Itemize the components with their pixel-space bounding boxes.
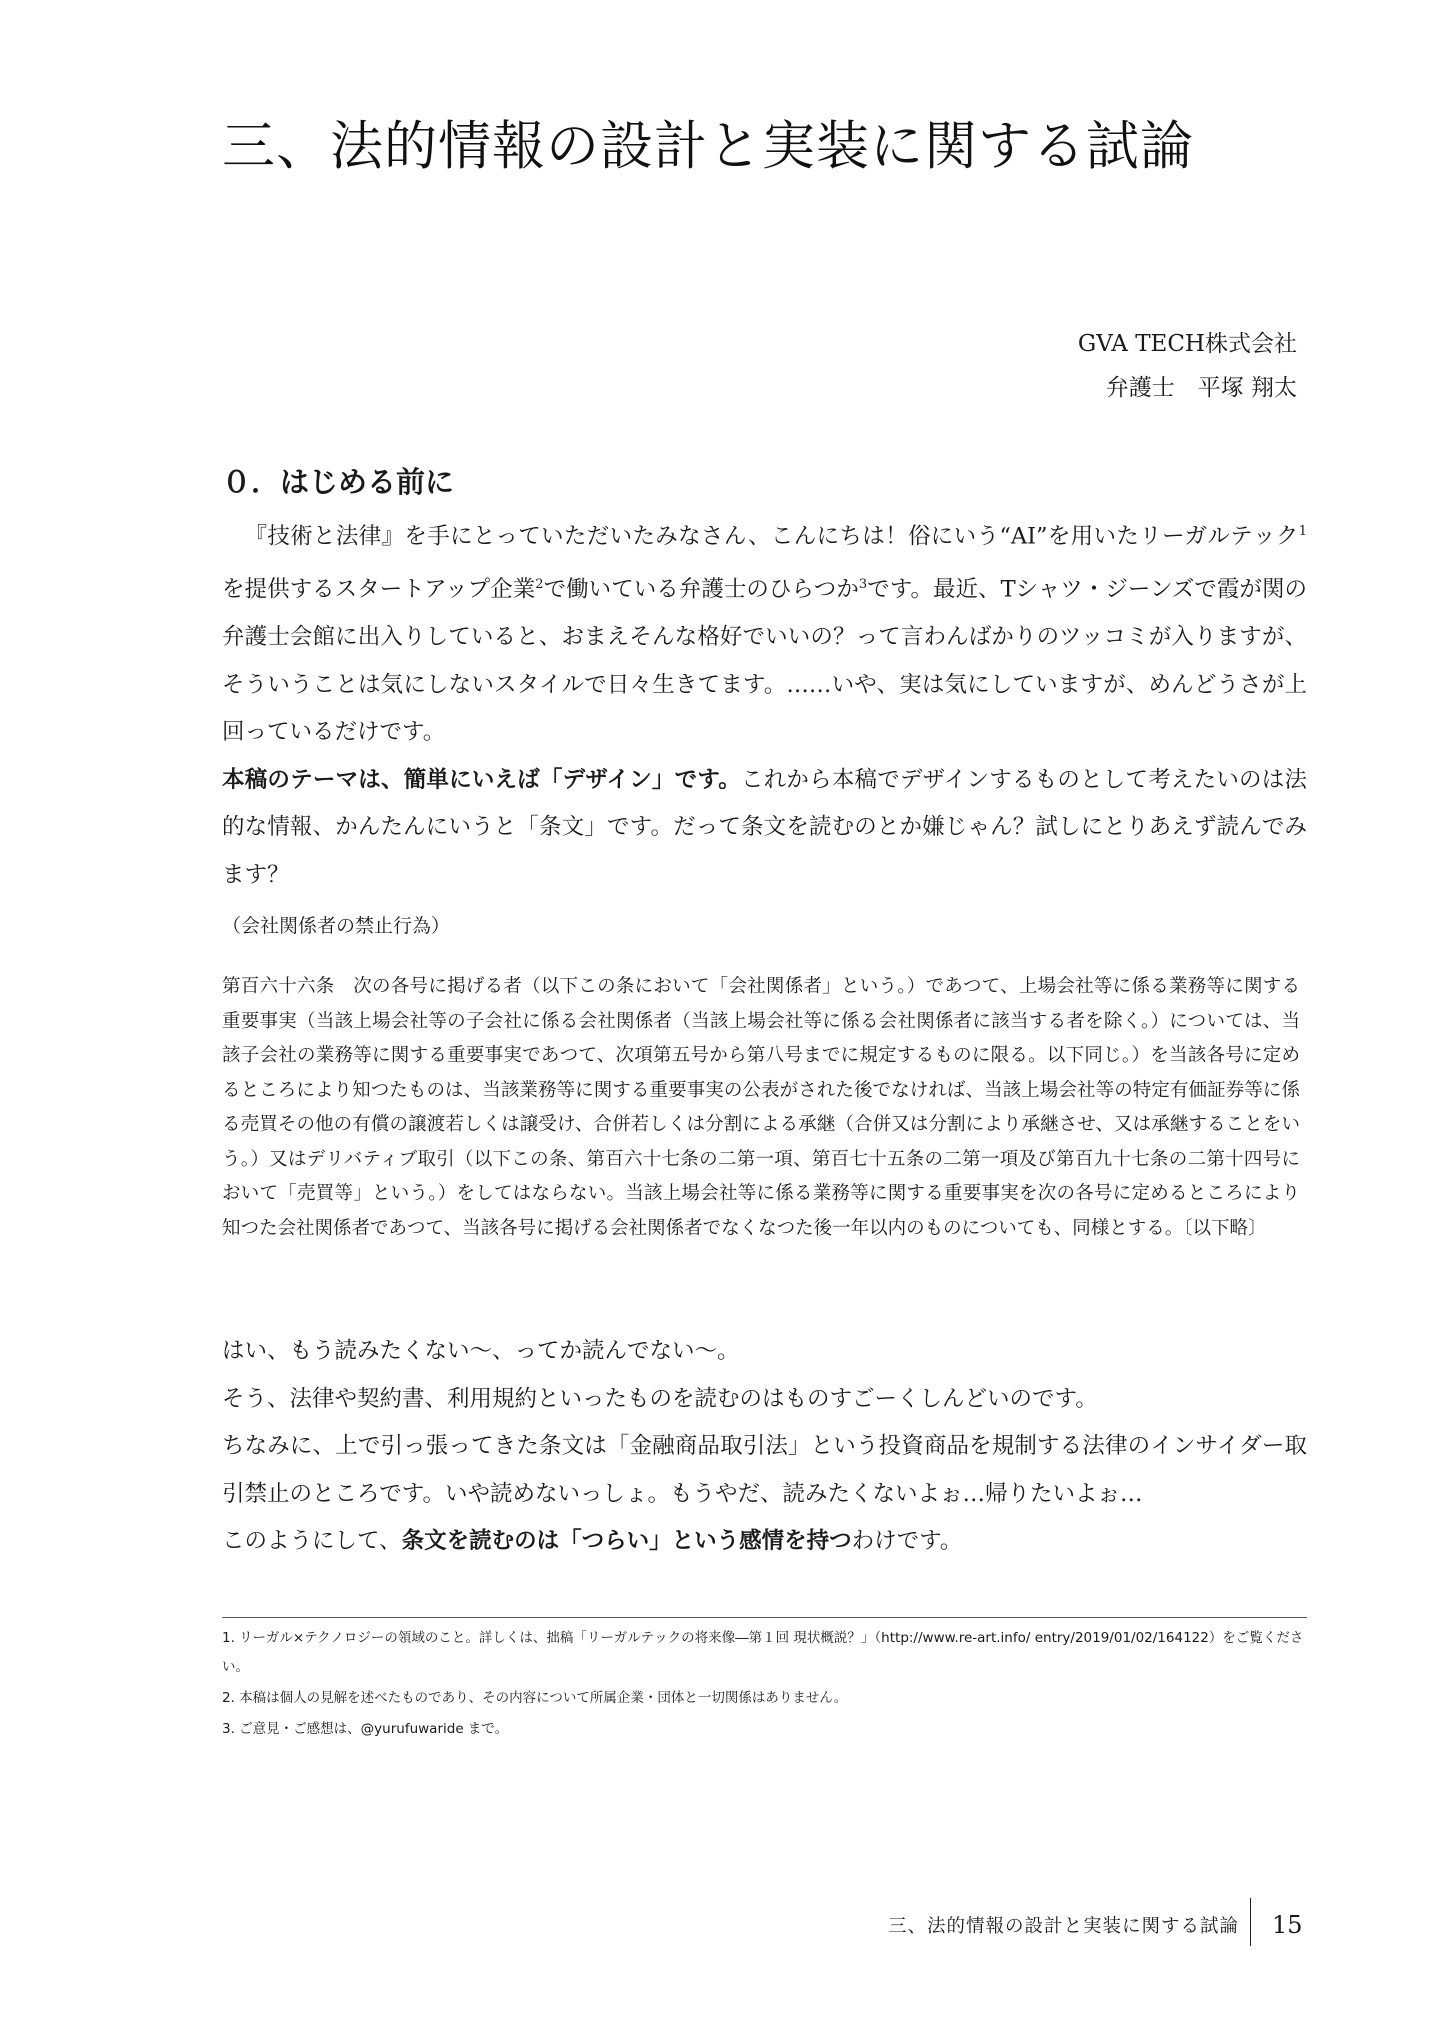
author-block	[1078, 322, 1297, 410]
intro-text-segment: で働いている弁護士のひらつか	[543, 576, 859, 603]
section-heading: ０．はじめる前に	[222, 465, 455, 499]
footnote-1: 1. リーガル×テクノロジーの領域のこと。詳しくは、拙稿「リーガルテックの将来像―第１回 現状概説？」（http://www.re-art.info/ entry/2019/01/02/164122）をご覧ください。	[222, 1630, 1304, 1675]
closing-text-segment: わけです。	[851, 1528, 963, 1554]
closing-line-3: ちなみに、上で引っ張ってきた条文は「金融商品取引法」という投資商品を規制する法律のインサイダー取引禁止のところです。いや読めないっしょ。もうやだ、読みたくないよぉ…帰りたいよぉ…	[222, 1433, 1307, 1507]
intro-text	[222, 508, 1307, 899]
author-company: GVA TECH株式会社	[1077, 331, 1297, 357]
intro-text-segment: これから本稿でデザインするものとして考えたいのは法的な情報、かんたんにいうと「条文」です。だって条文を読むのとか嫌じゃん？試しにとりあえず読んでみます？	[222, 766, 1307, 888]
footnote-ref-2[interactable]: 2	[535, 577, 544, 592]
key-emphasis: 条文を読むのは「つらい」という感情を持つ	[401, 1528, 852, 1554]
page-number: 15	[1272, 1911, 1303, 1939]
footnote-2: 2. 本稿は個人の見解を述べたものであり、その内容について所属企業・団体と一切関係はありません。	[222, 1690, 848, 1706]
running-title: 三、法的情報の設計と実装に関する試論	[887, 1916, 1239, 1937]
closing-line-1: はい、もう読みたくない〜、ってか読んでない〜。	[222, 1338, 740, 1364]
author-name: 弁護士 平塚 翔太	[1105, 375, 1297, 401]
theme-statement: 本稿のテーマは、簡単にいえば「デザイン」です。	[222, 766, 741, 793]
footnote-ref-1[interactable]: 1	[1298, 524, 1307, 539]
statute-text: 第百六十六条 次の各号に掲げる者（以下この条において「会社関係者」という。）であつて、上場会社等に係る業務等に関する重要事実（当該上場会社等の子会社に係る会社関係者（当該上場会社等に係る会社関係者に該当する者を除く。）については、当該子会社の業務等に関する重要事実であつて、次項第五号から第八号までに規定するものに限る。以下同じ。）を当該各号に定めるところにより知つたものは、当該業務等に関する重要事実の公表がされた後でなければ、当該上場会社等の特定有価証券等に係る売買その他の有償の譲渡若しくは譲受け、合併若しくは分割による承継（合併又は分割により承継させ、又は承継することをいう。）又はデリバティブ取引（以下この条、第百六十七条の二第一項、第百七十五条の二第一項及び第百九十七条の二第十四号において「売買等」という。）をしてはならない。当該上場会社等に係る業務等に関する重要事実を次の各号に定めるところにより知つた会社関係者であつて、当該各号に掲げる会社関係者でなくなつた後一年以内のものについても、同様とする。〔以下略〕	[222, 976, 1300, 1239]
intro-paragraph-2	[222, 757, 1307, 900]
closing-text-segment: このようにして、	[222, 1528, 402, 1554]
footnote-divider	[222, 1617, 1307, 1618]
footnote-3: 3. ご意見・ご感想は、@yurufuwaride まで。	[222, 1721, 509, 1737]
article-title: 三、法的情報の設計と実装に関する試論	[222, 116, 1194, 177]
intro-paragraph-1	[222, 508, 1307, 757]
footnote-ref-3[interactable]: 3	[858, 577, 868, 592]
intro-text-segment: を提供するスタートアップ企業	[222, 576, 536, 603]
intro-text-segment: 『技術と法律』を手にとっていただいたみなさん、こんにちは！俗にいう“AI”を用いたリーガルテック	[244, 523, 1299, 550]
footnotes	[222, 1624, 1307, 1746]
intro-text-segment: です。最近、Tシャツ・ジーンズで霞が関の弁護士会館に出入りしていると、おまえそんな格好でいいの？って言わんばかりのツッコミが入りますが、そういうことは気にしないスタイルで日々生きてます。……いや、実は気にしていますが、めんどうさが上回っているだけです。	[222, 576, 1307, 745]
closing-text	[222, 1328, 1307, 1566]
footer-divider	[1250, 1898, 1251, 1946]
statute-caption: （会社関係者の禁止行為）	[222, 915, 451, 937]
closing-line-2: そう、法律や契約書、利用規約といったものを読むのはものすごーくしんどいのです。	[222, 1385, 1098, 1412]
closing-line-4	[222, 1518, 1307, 1566]
